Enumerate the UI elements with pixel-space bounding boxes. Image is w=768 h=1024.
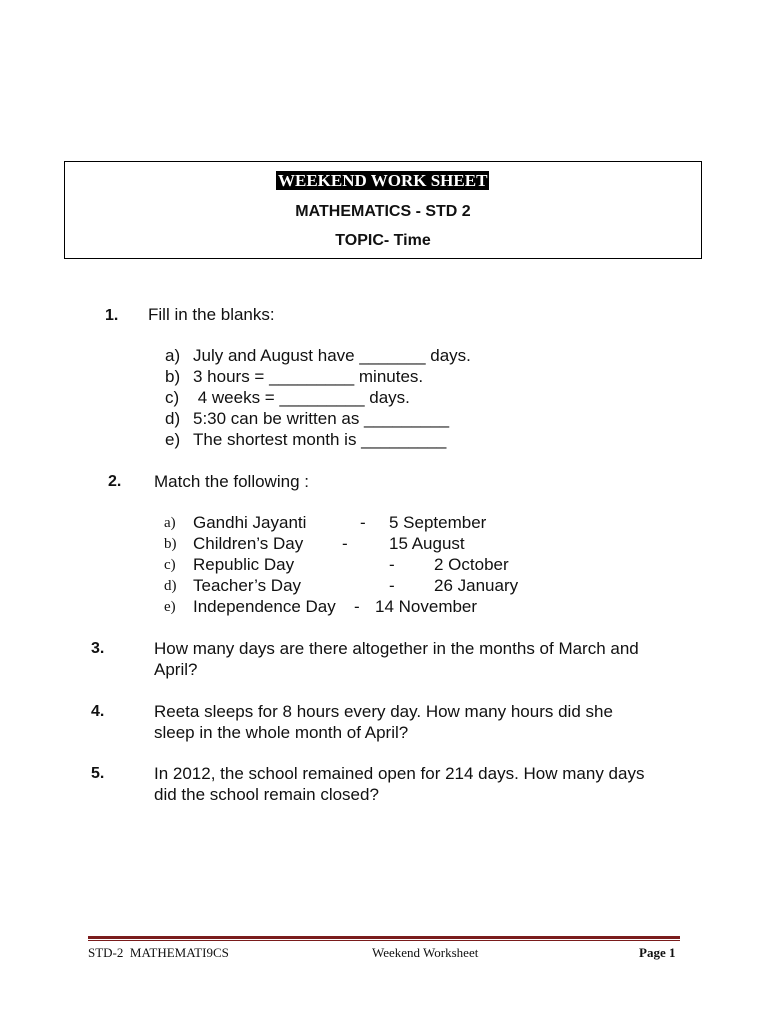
match-row-a-right: 5 September (389, 513, 487, 532)
question-4-line-2: sleep in the whole month of April? (154, 723, 409, 742)
q1-item-a: July and August have _______ days. (193, 346, 471, 365)
q1-item-e-mark: e) (165, 430, 181, 449)
match-row-d-right: 26 January (434, 576, 519, 595)
match-row-b-right: 15 August (389, 534, 465, 553)
match-row-a-left: Gandhi Jayanti (193, 513, 307, 532)
match-row-c-right: 2 October (434, 555, 509, 574)
question-2-text: Match the following : (154, 472, 309, 491)
footer-rule (88, 936, 680, 939)
match-row-a-mark: a) (164, 515, 176, 531)
match-row-c-mark: c) (164, 557, 176, 573)
question-3-line-2: April? (154, 660, 198, 679)
q1-item-b: 3 hours = _________ minutes. (193, 367, 424, 386)
footer-rule-thin (88, 940, 680, 941)
q1-item-a-mark: a) (165, 346, 181, 365)
match-row-d-left: Teacher’s Day (193, 576, 302, 595)
question-4-number: 4. (91, 703, 105, 720)
match-row-b-mark: b) (164, 536, 177, 552)
q1-item-b-mark: b) (165, 367, 181, 386)
footer-left: STD-2 MATHEMATI9CS (88, 945, 229, 960)
match-row-e-dash: - (354, 597, 360, 616)
question-2-number: 2. (108, 473, 122, 490)
question-1-number: 1. (105, 307, 119, 324)
footer-page-number: Page 1 (639, 945, 676, 960)
match-row-d-mark: d) (164, 578, 177, 594)
match-row-e-mark: e) (164, 599, 176, 615)
question-5-line-2: did the school remain closed? (154, 785, 379, 804)
match-row-e-right: 14 November (375, 597, 478, 616)
worksheet-title: WEEKEND WORK SHEET (278, 171, 488, 190)
q1-item-c-mark: c) (165, 388, 180, 407)
q1-item-c: 4 weeks = _________ days. (193, 388, 410, 407)
match-row-d-dash: - (389, 576, 395, 595)
question-5-line-1: In 2012, the school remained open for 214 days. How many days (154, 764, 645, 783)
question-1-text: Fill in the blanks: (148, 305, 275, 324)
match-row-a-dash: - (360, 513, 366, 532)
subject-heading: MATHEMATICS - STD 2 (295, 203, 471, 220)
match-row-b-left: Children’s Day (193, 534, 304, 553)
match-row-e-left: Independence Day (193, 597, 336, 616)
footer-center: Weekend Worksheet (372, 945, 479, 960)
q1-item-d: 5:30 can be written as _________ (193, 409, 450, 428)
q1-item-e: The shortest month is _________ (193, 430, 447, 449)
question-4-line-1: Reeta sleeps for 8 hours every day. How many hours did she (154, 702, 613, 721)
question-3-number: 3. (91, 640, 105, 657)
match-row-c-dash: - (389, 555, 395, 574)
topic-heading: TOPIC- Time (335, 232, 431, 249)
q1-item-d-mark: d) (165, 409, 181, 428)
match-row-b-dash: - (342, 534, 348, 553)
match-row-c-left: Republic Day (193, 555, 295, 574)
question-3-line-1: How many days are there altogether in the months of March and (154, 639, 639, 658)
question-5-number: 5. (91, 765, 105, 782)
